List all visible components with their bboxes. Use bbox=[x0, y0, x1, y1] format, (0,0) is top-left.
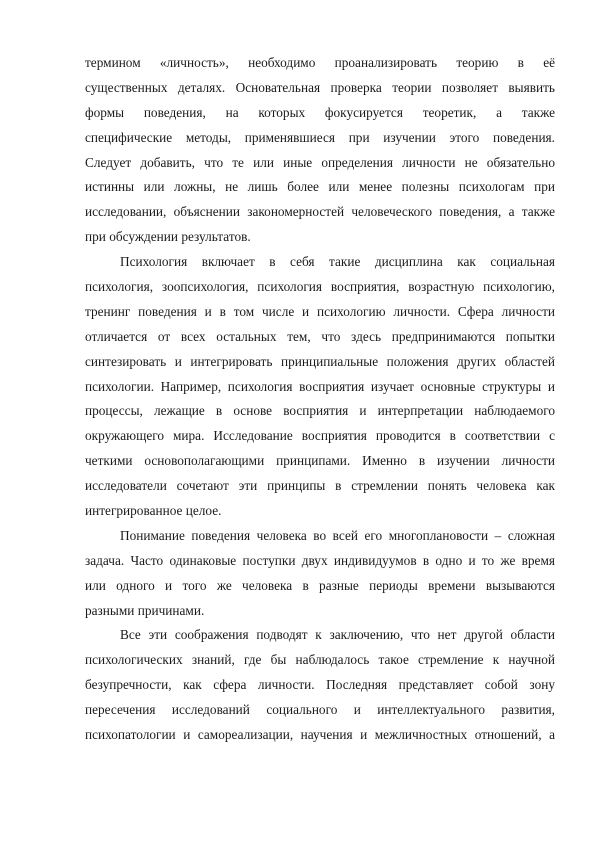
text-line: или одного и того же человека в разные периоды времени вызываются bbox=[85, 577, 555, 593]
paragraph-1 bbox=[85, 51, 555, 250]
text-line: Понимание поведения человека во всей его многоплановости – сложная bbox=[120, 527, 555, 543]
text-line: процессы, лежащие в основе восприятия и интерпретации наблюдаемого bbox=[85, 403, 555, 419]
text-line: психологических знаний, где бы наблюдалось такое стремление к научной bbox=[85, 652, 555, 668]
text-line: термином «личность», необходимо проанализировать теорию в её bbox=[85, 55, 555, 70]
text-line: пересечения исследований социального и интеллектуального развития, bbox=[85, 702, 555, 718]
text-line: исследователи сочетают эти принципы в стремлении понять человека как bbox=[85, 478, 555, 494]
text-line: отличается от всех остальных тем, что здесь предпринимаются попытки bbox=[85, 328, 555, 344]
text-line: задача. Часто одинаковые поступки двух индивидуумов в одно и то же время bbox=[85, 552, 555, 568]
text-line: формы поведения, на которых фокусируется теоретик, а также bbox=[85, 104, 555, 120]
text-line: Психология включает в себя такие дисциплина как социальная bbox=[120, 254, 555, 270]
text-line: интегрированное целое. bbox=[85, 503, 222, 519]
text-line: тренинг поведения и в том числе и психологию личности. Сфера личности bbox=[85, 303, 555, 319]
text-line: психологии. Например, психология восприятия изучает основные структуры и bbox=[85, 378, 555, 394]
text-line: существенных деталях. Основательная проверка теории позволяет выявить bbox=[85, 79, 555, 95]
text-line: синтезировать и интегрировать принципиальные положения других областей bbox=[85, 353, 555, 369]
text-line: при обсуждении результатов. bbox=[85, 229, 251, 245]
text-line: четкими основополагающими принципами. Именно в изучении личности bbox=[85, 453, 555, 469]
text-line: психопатологии и самореализации, научения и межличностных отношений, а bbox=[85, 727, 555, 743]
paragraph-3 bbox=[85, 524, 555, 624]
text-line: специфические методы, применявшиеся при изучении этого поведения. bbox=[85, 129, 555, 145]
text-line: психология, зоопсихология, психология восприятия, возрастную психологию, bbox=[85, 279, 555, 295]
text-line: Следует добавить, что те или иные определения личности не обязательно bbox=[85, 154, 555, 170]
text-line: Все эти соображения подводят к заключению, что нет другой области bbox=[120, 627, 555, 643]
paragraph-2 bbox=[85, 250, 555, 524]
document-body bbox=[85, 51, 555, 748]
text-line: истинны или ложны, не лишь более или менее полезны психологам при bbox=[85, 179, 555, 195]
text-line: разными причинами. bbox=[85, 602, 205, 618]
paragraph-4 bbox=[85, 623, 555, 747]
text-line: исследовании, объяснении закономерностей человеческого поведения, а также bbox=[85, 204, 555, 220]
text-line: безупречности, как сфера личности. Последняя представляет собой зону bbox=[85, 677, 555, 693]
text-line: окружающего мира. Исследование восприятия проводится в соответствии с bbox=[85, 428, 555, 444]
